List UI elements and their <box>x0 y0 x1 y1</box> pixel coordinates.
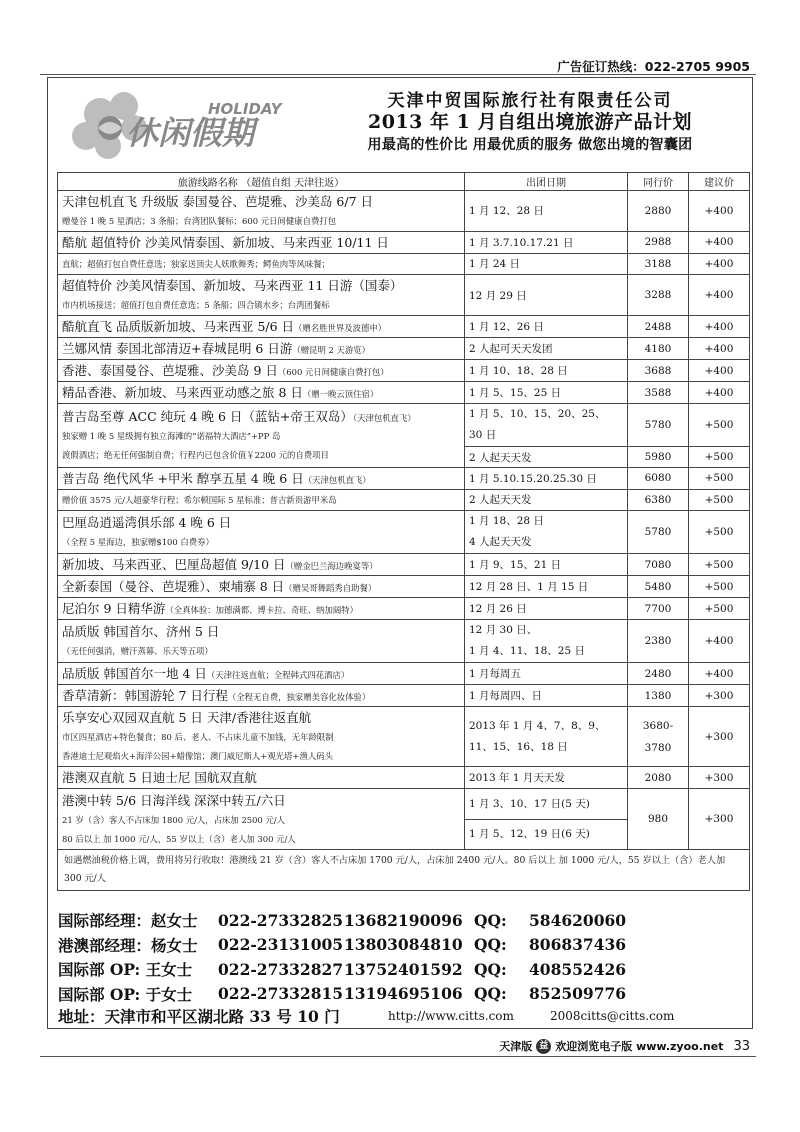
suggest-cell: +400 <box>689 275 750 316</box>
table-row <box>58 554 750 576</box>
contact-phone: 022-27332827 <box>218 959 344 979</box>
price-cell: 3288 <box>628 275 689 316</box>
suggest-cell: +400 <box>689 382 750 404</box>
suggest-cell: +400 <box>689 360 750 382</box>
route-cell: 新加坡、马来西亚、巴厘岛超值 9/10 日（赠金巴兰海边晚宴等） <box>58 554 465 576</box>
price-cell: 2480 <box>628 663 689 685</box>
price-note: 如遇燃油税价格上调，费用将另行收取！港澳线 21 岁（含）客人不占床加 1700 元/人，占床加 2400 元/人。80 后以上 加 1000 元/人，55 岁以上（含）老人加 300 元/人 <box>58 850 750 891</box>
price-cell: 7700 <box>628 598 689 620</box>
date-cell: 1 月 3、10、17 日(5 天) 1 月 5、12、19 日(6 天) <box>465 789 628 850</box>
suggest-cell: +300 <box>689 685 750 707</box>
address: 地址：天津市和平区湖北路 33 号 10 门 <box>58 1007 340 1026</box>
route-cell: 港澳双直航 5 日迪士尼 国航双直航 <box>58 767 465 789</box>
table-row <box>58 382 750 404</box>
header-suggest: 建议价 <box>689 173 750 191</box>
price-cell: 980 <box>628 789 689 850</box>
route-cell: 品质版 韩国首尔一地 4 日（天津往返直航；全程韩式四花酒店） <box>58 663 465 685</box>
suggest-cell: +500 <box>689 404 750 447</box>
suggest-cell: +500 <box>689 468 750 490</box>
route-cell: 酷航直飞 品质版新加坡、马来西亚 5/6 日（赠名胜世界及波德申） <box>58 316 465 338</box>
contact-qq: 852509776 <box>529 984 627 1004</box>
email-link[interactable]: 2008citts@citts.com <box>550 1009 675 1023</box>
price-cell: 2380 <box>628 620 689 663</box>
table-header <box>58 173 750 191</box>
badge-icon: 益 <box>536 1039 551 1054</box>
suggest-cell: +400 <box>689 663 750 685</box>
footer-text: 欢迎浏览电子版 www.zyoo.net <box>555 1040 724 1053</box>
route-cell: 天津包机直飞 升级版 泰国曼谷、芭堤雅、沙美岛 6/7 日 赠曼谷 1 晚 5 星酒店；3 条船；台湾团队餐标；600 元日间健康自费打包 <box>58 191 465 232</box>
contact-row <box>58 933 626 958</box>
contact-mobile: 13194695106 <box>344 984 463 1004</box>
price-cell: 6380 <box>628 489 689 511</box>
suggest-cell: +500 <box>689 447 750 468</box>
date-cell: 1 月 10、18、28 日 <box>465 360 628 382</box>
price-cell: 1380 <box>628 685 689 707</box>
price-cell: 7080 <box>628 554 689 576</box>
route-cell: 乐享安心双园双直航 5 日 天津/香港往返直航 市区四星酒店+特色餐食；80 后、老人、不占床儿童不加钱，无年龄限制 香港迪士尼观焰火+海洋公园+蜡像馆；澳门威尼斯人+观光塔+渔人码头 <box>58 707 465 767</box>
price-cell: 6080 <box>628 468 689 490</box>
contact-mobile: 13682190096 <box>344 910 463 930</box>
table-row <box>58 685 750 707</box>
suggest-cell: +500 <box>689 554 750 576</box>
header-date: 出团日期 <box>465 173 628 191</box>
contact-qq: 584620060 <box>529 910 627 930</box>
contact-qq: 408552426 <box>529 959 627 979</box>
header-price: 同行价 <box>628 173 689 191</box>
table-row <box>58 576 750 598</box>
bottom-rule <box>40 1056 756 1057</box>
route-cell: 全新泰国（曼谷、芭堤雅）、柬埔寨 8 日（赠吴哥舞蹈秀自助餐） <box>58 576 465 598</box>
table-row <box>58 598 750 620</box>
table-row <box>58 707 750 767</box>
route-cell: 品质版 韩国首尔、济州 5 日 （无任何强消，赠汗蒸幕、乐天等五项） <box>58 620 465 663</box>
table-row <box>58 360 750 382</box>
date-cell: 1 月 5、10、15、20、25、 30 日 <box>465 404 628 447</box>
suggest-cell: +500 <box>689 511 750 554</box>
table-row <box>58 620 750 663</box>
contact-role: 国际部经理：赵女士 <box>58 911 198 931</box>
edition-label: 天津版 <box>499 1040 533 1053</box>
date-cell: 12 月 26 日 <box>465 598 628 620</box>
slogan: 用最高的性价比 用最优质的服务 做您出境的智囊团 <box>367 137 693 153</box>
suggest-cell: +500 <box>689 489 750 511</box>
suggest-cell: +400 <box>689 316 750 338</box>
table-row <box>58 232 750 254</box>
top-rule <box>40 74 756 75</box>
route-cell: 香港、泰国曼谷、芭堤雅、沙美岛 9 日（600 元日间健康自费打包） <box>58 360 465 382</box>
price-cell: 5980 <box>628 447 689 468</box>
contact-row <box>58 908 626 933</box>
price-cell: 4180 <box>628 338 689 360</box>
table-row <box>58 850 750 891</box>
date-cell: 1 月 3.7.10.17.21 日 <box>465 232 628 254</box>
date-cell: 2013 年 1 月天天发 <box>465 767 628 789</box>
price-cell: 5780 <box>628 404 689 447</box>
route-cell: 普吉岛 绝代风华 +甲米 醇享五星 4 晚 6 日（天津包机直飞） 赠价值 3575 元/人超豪华行程；希尔顿国际 5 星标准；普吉新贵游甲米岛 <box>58 468 465 511</box>
date-cell: 1 月 24 日 <box>465 253 628 275</box>
date-cell: 1 月每周四、日 <box>465 685 628 707</box>
route-cell: 尼泊尔 9 日精华游（全真体验：加德满都、博卡拉、奇旺、纳加阔特） <box>58 598 465 620</box>
holiday-logo <box>58 84 308 174</box>
suggest-cell: +400 <box>689 232 750 254</box>
date-cell: 1 月 12、26 日 <box>465 316 628 338</box>
contact-phone: 022-27332825 <box>218 910 344 930</box>
route-cell: 兰娜风情 泰国北部清迈+春城昆明 6 日游（赠昆明 2 天游览） <box>58 338 465 360</box>
price-cell: 3588 <box>628 382 689 404</box>
route-cell: 精品香港、新加坡、马来西亚动感之旅 8 日（赠一晚云顶住宿） <box>58 382 465 404</box>
route-cell: 巴厘岛逍遥湾俱乐部 4 晚 6 日 （全程 5 星海边，独家赠$100 白费券） <box>58 511 465 554</box>
contact-mobile: 13752401592 <box>344 959 463 979</box>
table-row <box>58 275 750 316</box>
route-cell: 香草清新：韩国游轮 7 日行程（全程无自费，独家赠美容化妆体验） <box>58 685 465 707</box>
page-title: 2013 年 1 月自组出境旅游产品计划 <box>368 111 692 133</box>
date-cell: 1 月 5.10.15.20.25.30 日 <box>465 468 628 490</box>
table-row <box>58 789 750 850</box>
company-name: 天津中贸国际旅行社有限责任公司 <box>387 91 673 111</box>
date-cell: 1 月 18、28 日 4 人起天天发 <box>465 511 628 554</box>
suggest-cell: +500 <box>689 598 750 620</box>
table-row <box>58 511 750 554</box>
route-cell: 普吉岛至尊 ACC 纯玩 4 晚 6 日（蓝钻+帝王双岛）（天津包机直飞） 独家赠 1 晚 5 星级拥有独立海滩的“诺福特大酒店”+PP 岛 渡假酒店；绝无任何强制自费；行程内已包含价值￥2200 元的自费项目 <box>58 404 465 468</box>
price-cell: 3680-3780 <box>628 707 689 767</box>
suggest-cell: +400 <box>689 620 750 663</box>
price-cell: 3188 <box>628 253 689 275</box>
table-row <box>58 316 750 338</box>
date-cell: 1 月 9、15、21 日 <box>465 554 628 576</box>
date-cell: 2 人起天天发 <box>465 489 628 511</box>
header-route: 旅游线路名称 （超值自组 天津往返） <box>58 173 465 191</box>
price-cell: 5780 <box>628 511 689 554</box>
contact-mobile: 13803084810 <box>344 935 463 955</box>
suggest-cell: +500 <box>689 576 750 598</box>
route-cell: 超值特价 沙美风情泰国、新加坡、马来西亚 11 日游（国泰） 市内机场接送；超值打包自费任意选；5 条船；四合镇水乡；台湾团餐标 <box>58 275 465 316</box>
date-cell: 12 月 30 日、 1 月 4、11、18、25 日 <box>465 620 628 663</box>
date-cell: 1 月每周五 <box>465 663 628 685</box>
suggest-cell: +400 <box>689 338 750 360</box>
price-cell: 3688 <box>628 360 689 382</box>
logo-cn-text: 休闲假期 <box>126 114 255 152</box>
date-cell: 2013 年 1 月 4、7、8、9、 11、15、16、18 日 <box>465 707 628 767</box>
table-row <box>58 468 750 490</box>
page-number: 33 <box>733 1038 750 1054</box>
contact-row <box>58 982 626 1007</box>
website-link[interactable]: http://www.citts.com <box>388 1009 514 1023</box>
table-row <box>58 191 750 232</box>
contact-phone: 022-23131005 <box>218 935 344 955</box>
qq-label: QQ: <box>474 959 507 979</box>
suggest-cell: +400 <box>689 253 750 275</box>
suggest-cell: +300 <box>689 707 750 767</box>
price-cell: 2988 <box>628 232 689 254</box>
logo-en-text: HOLIDAY <box>208 100 282 118</box>
date-cell: 2 人起可天天发团 <box>465 338 628 360</box>
suggest-cell: +300 <box>689 767 750 789</box>
contact-list <box>58 908 626 1006</box>
price-cell: 2080 <box>628 767 689 789</box>
suggest-cell: +400 <box>689 191 750 232</box>
date-cell: 1 月 12、28 日 <box>465 191 628 232</box>
contact-phone: 022-27332815 <box>218 984 344 1004</box>
ad-hotline: 广告征订热线：022-2705 9905 <box>557 59 750 74</box>
price-cell: 2488 <box>628 316 689 338</box>
qq-label: QQ: <box>474 984 507 1004</box>
date-cell: 1 月 5、15、25 日 <box>465 382 628 404</box>
contact-role: 国际部 OP: 王女士 <box>58 960 193 980</box>
route-cell: 港澳中转 5/6 日海洋线 深深中转五/六日 21 岁（含）客人不占床加 1800 元/人，占床加 2500 元/人 80 后以上 加 1000 元/人，55 岁以上（含）老人加 300 元/人 <box>58 789 465 850</box>
table-row <box>58 338 750 360</box>
contact-role: 港澳部经理：杨女士 <box>58 935 198 955</box>
table-row <box>58 767 750 789</box>
contact-row <box>58 957 626 982</box>
price-cell: 2880 <box>628 191 689 232</box>
price-cell: 5480 <box>628 576 689 598</box>
contact-role: 国际部 OP: 于女士 <box>58 984 193 1004</box>
qq-label: QQ: <box>474 910 507 930</box>
date-cell: 12 月 28 日、1 月 15 日 <box>465 576 628 598</box>
page-footer <box>499 1038 750 1054</box>
date-cell: 2 人起天天发 <box>465 447 628 468</box>
suggest-cell: +300 <box>689 789 750 850</box>
table-row <box>58 663 750 685</box>
product-table <box>57 172 750 891</box>
contact-qq: 806837436 <box>529 935 627 955</box>
route-cell: 酷航 超值特价 沙美风情泰国、新加坡、马来西亚 10/11 日 直航；超值打包自费任意选；独家送顶尖人妖歌舞秀；鳄鱼肉等风味餐； <box>58 232 465 275</box>
date-cell: 12 月 29 日 <box>465 275 628 316</box>
qq-label: QQ: <box>474 935 507 955</box>
